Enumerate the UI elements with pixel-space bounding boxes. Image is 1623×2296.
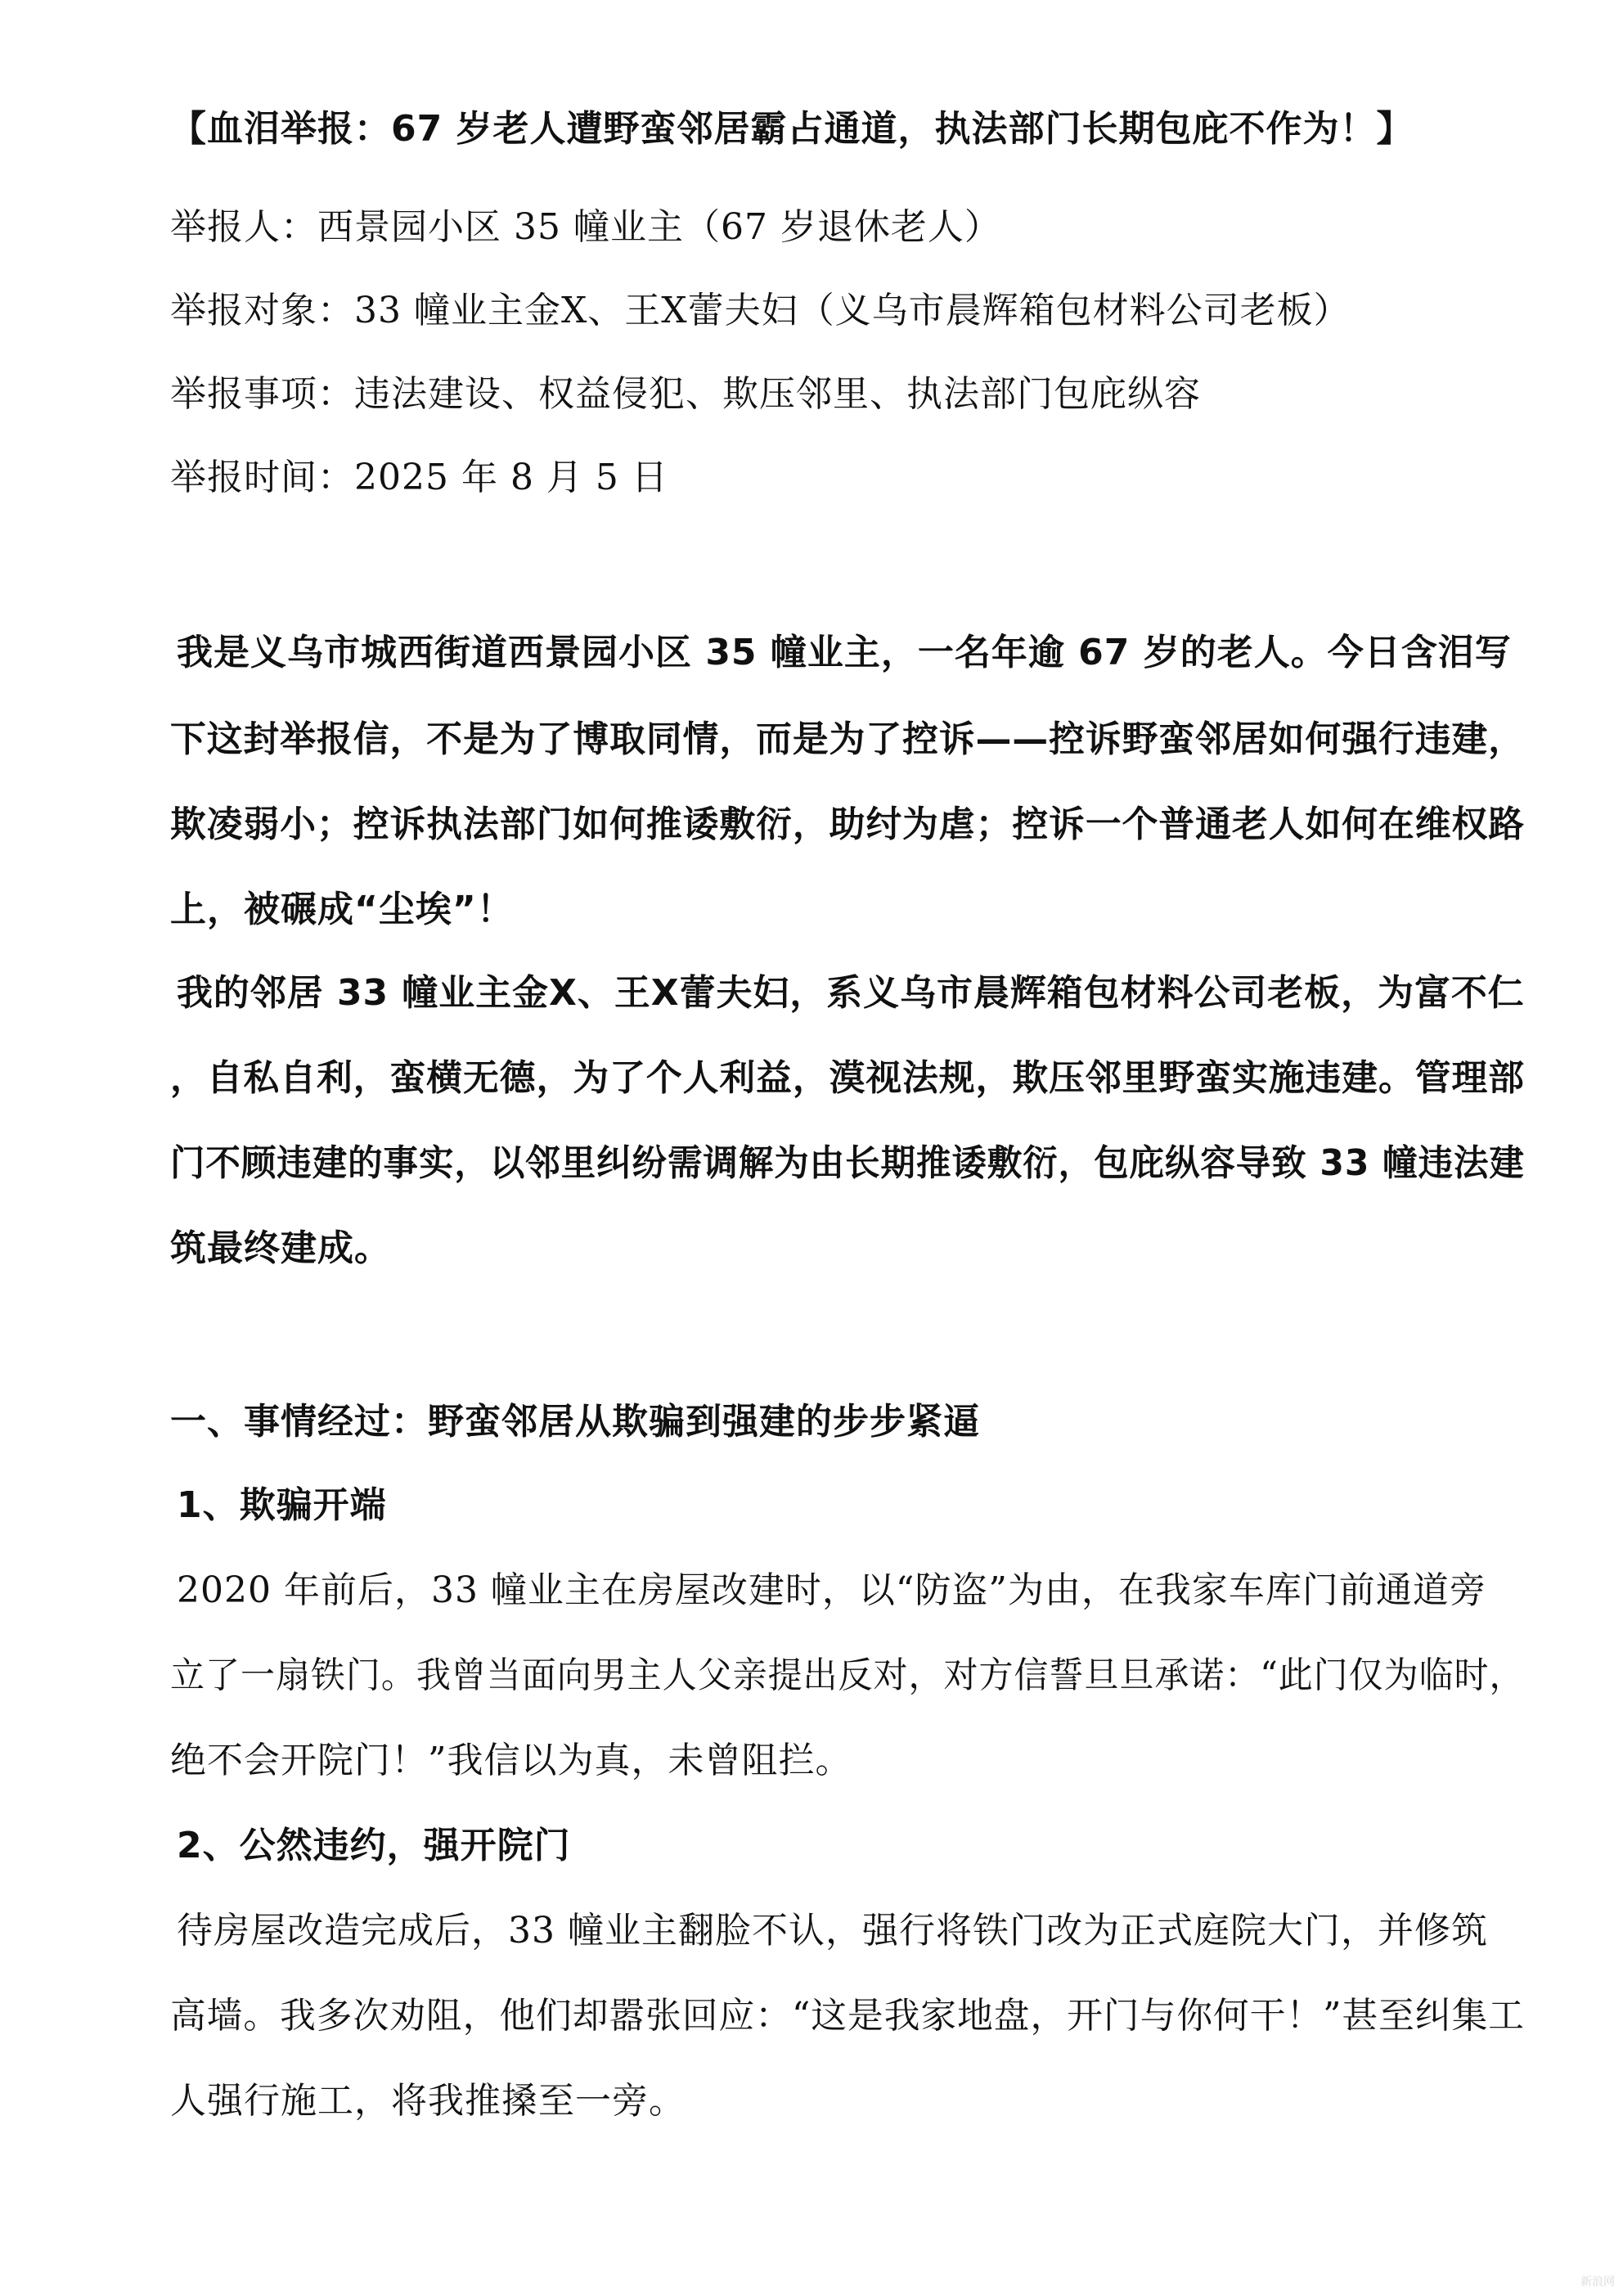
sub-2-line-1: 待房屋改造完成后，33 幢业主翻脸不认，强行将铁门改为正式庭院大门，并修筑 [177, 1910, 1488, 1952]
meta-date: 举报时间：2025 年 8 月 5 日 [170, 457, 668, 498]
intro-p1-line-1: 我是义乌市城西街道西景园小区 35 幢业主，一名年逾 67 岁的老人。今日含泪写 [177, 632, 1512, 673]
sub-1-line-3: 绝不会开院门！”我信以为真，未曾阻拦。 [170, 1740, 852, 1781]
section-1-heading: 一、事情经过：野蛮邻居从欺骗到强建的步步紧逼 [170, 1401, 980, 1443]
intro-p1-line-3: 欺凌弱小；控诉执法部门如何推诿敷衍，助纣为虐；控诉一个普通老人如何在维权路 [170, 804, 1525, 845]
sub-2-heading: 2、公然违约，强开院门 [177, 1825, 571, 1866]
sub-1-line-2: 立了一扇铁门。我曾当面向男主人父亲提出反对，对方信誓旦旦承诺：“此门仅为临时， [170, 1654, 1525, 1696]
meta-target: 举报对象：33 幢业主金X、王X蕾夫妇（义乌市晨辉箱包材料公司老板） [170, 290, 1351, 331]
intro-p1-line-2: 下这封举报信，不是为了博取同情，而是为了控诉——控诉野蛮邻居如何强行违建， [170, 718, 1525, 760]
sub-2-line-3: 人强行施工，将我推搡至一旁。 [170, 2080, 686, 2122]
watermark: 新浪网 [1580, 2276, 1615, 2289]
intro-p1-line-4: 上，被碾成“尘埃”！ [170, 889, 514, 930]
intro-p2-line-4: 筑最终建成。 [170, 1227, 391, 1269]
sub-2-line-2: 高墙。我多次劝阻，他们却嚣张回应：“这是我家地盘，开门与你何干！”甚至纠集工 [170, 1995, 1525, 2037]
report-title: 【血泪举报：67 岁老人遭野蛮邻居霸占通道，执法部门长期包庇不作为！】 [170, 108, 1414, 150]
sub-1-heading: 1、欺骗开端 [177, 1484, 387, 1526]
intro-p2-line-3: 门不顾违建的事实，以邻里纠纷需调解为由长期推诿敷衍，包庇纵容导致 33 幢违法建 [170, 1142, 1525, 1184]
sub-1-line-1: 2020 年前后，33 幢业主在房屋改建时，以“防盗”为由，在我家车库门前通道旁 [177, 1569, 1486, 1611]
intro-p2-line-1: 我的邻居 33 幢业主金X、王X蕾夫妇，系义乌市晨辉箱包材料公司老板，为富不仁 [177, 972, 1525, 1014]
meta-matters: 举报事项：违法建设、权益侵犯、欺压邻里、执法部门包庇纵容 [170, 373, 1201, 415]
meta-reporter: 举报人：西景园小区 35 幢业主（67 岁退休老人） [170, 206, 1001, 248]
intro-p2-line-2: ，自私自利，蛮横无德，为了个人利益，漠视法规，欺压邻里野蛮实施违建。管理部 [170, 1057, 1525, 1099]
